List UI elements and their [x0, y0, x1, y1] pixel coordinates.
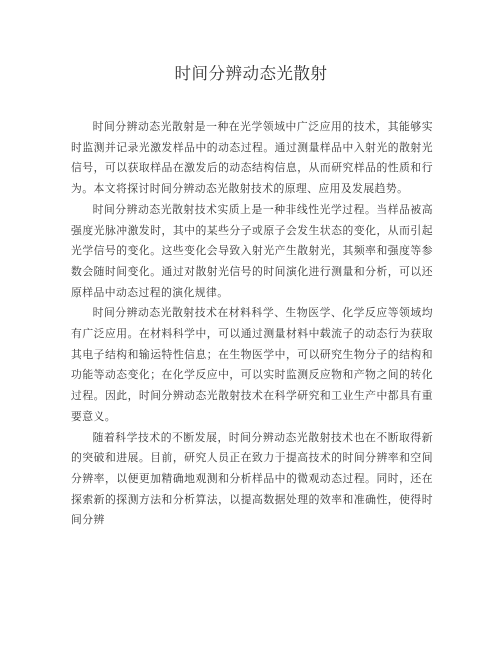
paragraph-intro: 时间分辨动态光散射是一种在光学领域中广泛应用的技术，其能够实时监测并记录光激发样品中的动态过程。通过测量样品中入射光的散射光信号，可以获取样品在激发后的动态结构信息，从而研究样品的性质和行为。本文将探讨时间分辨动态光散射技术的原理、应用及发展趋势。	[71, 120, 433, 196]
document-body	[71, 117, 433, 531]
paragraph-principle: 时间分辨动态光散射技术实质上是一种非线性光学过程。当样品被高强度光脉冲激发时，其中的某些分子或原子会发生状态的变化，从而引起光学信号的变化。这些变化会导致入射光产生散射光，其频率和强度等参数会随时间变化。通过对散射光信号的时间演化进行测量和分析，可以还原样品中动态过程的演化规律。	[71, 202, 433, 299]
paragraph-development: 随着科学技术的不断发展，时间分辨动态光散射技术也在不断取得新的突破和进展。目前，研究人员正在致力于提高技术的时间分辨率和空间分辨率，以便更加精确地观测和分析样品中的微观动态过程。同时，还在探索新的探测方法和分析算法，以提高数据处理的效率和准确性，使得时间分辨	[71, 430, 433, 527]
document-title: 时间分辨动态光散射	[174, 64, 328, 83]
paragraph-applications: 时间分辨动态光散射技术在材料科学、生物医学、化学反应等领域均有广泛应用。在材料科学中，可以通过测量材料中载流子的动态行为获取其电子结构和输运特性信息；在生物医学中，可以研究生物分子的结构和功能等动态变化；在化学反应中，可以实时监测反应物和产物之间的转化过程。因此，时间分辨动态光散射技术在科学研究和工业生产中都具有重要意义。	[71, 306, 433, 423]
